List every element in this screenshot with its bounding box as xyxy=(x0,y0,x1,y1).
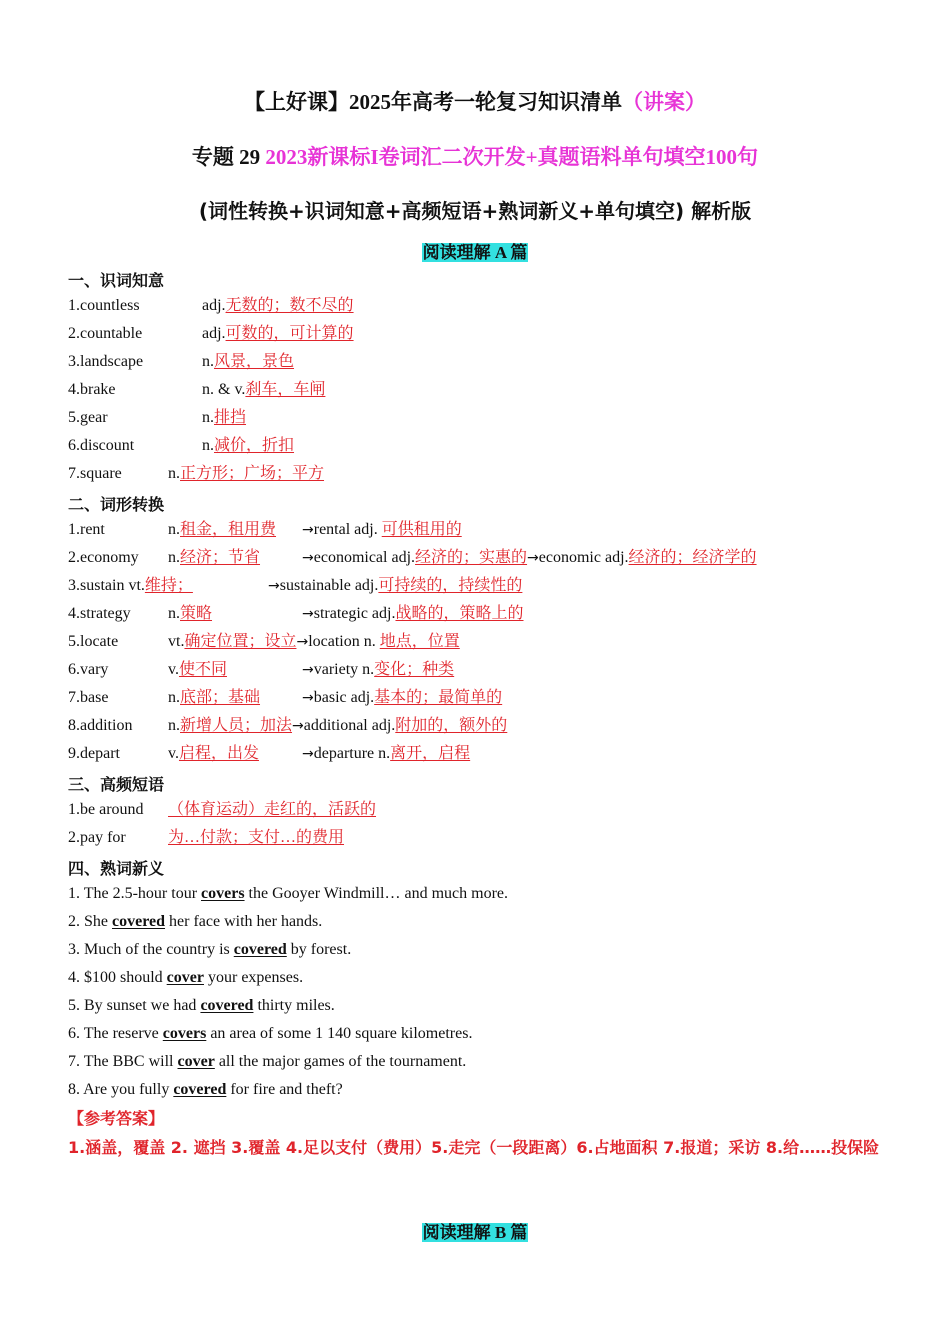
title-line-2: 专题 29 2023新课标I卷词汇二次开发+真题语料单句填空100句 xyxy=(191,145,759,169)
part1-heading: 一、识词知意 xyxy=(68,271,165,290)
sentence: 5. By sunset we had covered thirty miles. xyxy=(68,997,335,1014)
title-line-3: (词性转换+识词知意+高频短语+熟词新义+单句填空) 解析版 xyxy=(198,199,752,223)
sentence: 4. $100 should cover your expenses. xyxy=(68,969,304,986)
sentence: 2. She covered her face with her hands. xyxy=(68,913,323,930)
sentence: 3. Much of the country is covered by forest. xyxy=(68,941,352,958)
sentence: 8. Are you fully covered for fire and theft? xyxy=(68,1081,343,1098)
answer-text: 1.涵盖，覆盖 2. 遮挡 3.覆盖 4.足以支付（费用）5.走完（一段距离）6.占地面积 7.报道；采访 8.给……投保险 xyxy=(68,1138,880,1157)
sentence: 6. The reserve covers an area of some 1 140 square kilometres. xyxy=(68,1025,473,1042)
section-b-heading: 阅读理解 B 篇 xyxy=(422,1223,528,1242)
part4-heading: 四、熟词新义 xyxy=(68,859,165,878)
part3-heading: 三、高频短语 xyxy=(68,775,165,794)
section-a-heading: 阅读理解 A 篇 xyxy=(422,243,528,262)
sentence: 1. The 2.5-hour tour covers the Gooyer Windmill… and much more. xyxy=(68,885,508,902)
answer-heading: 【参考答案】 xyxy=(68,1109,165,1128)
sentence: 7. The BBC will cover all the major games of the tournament. xyxy=(68,1053,467,1070)
part2-heading: 二、词形转换 xyxy=(68,495,165,514)
title-line-1: 【上好课】2025年高考一轮复习知识清单（讲案） xyxy=(244,90,706,114)
